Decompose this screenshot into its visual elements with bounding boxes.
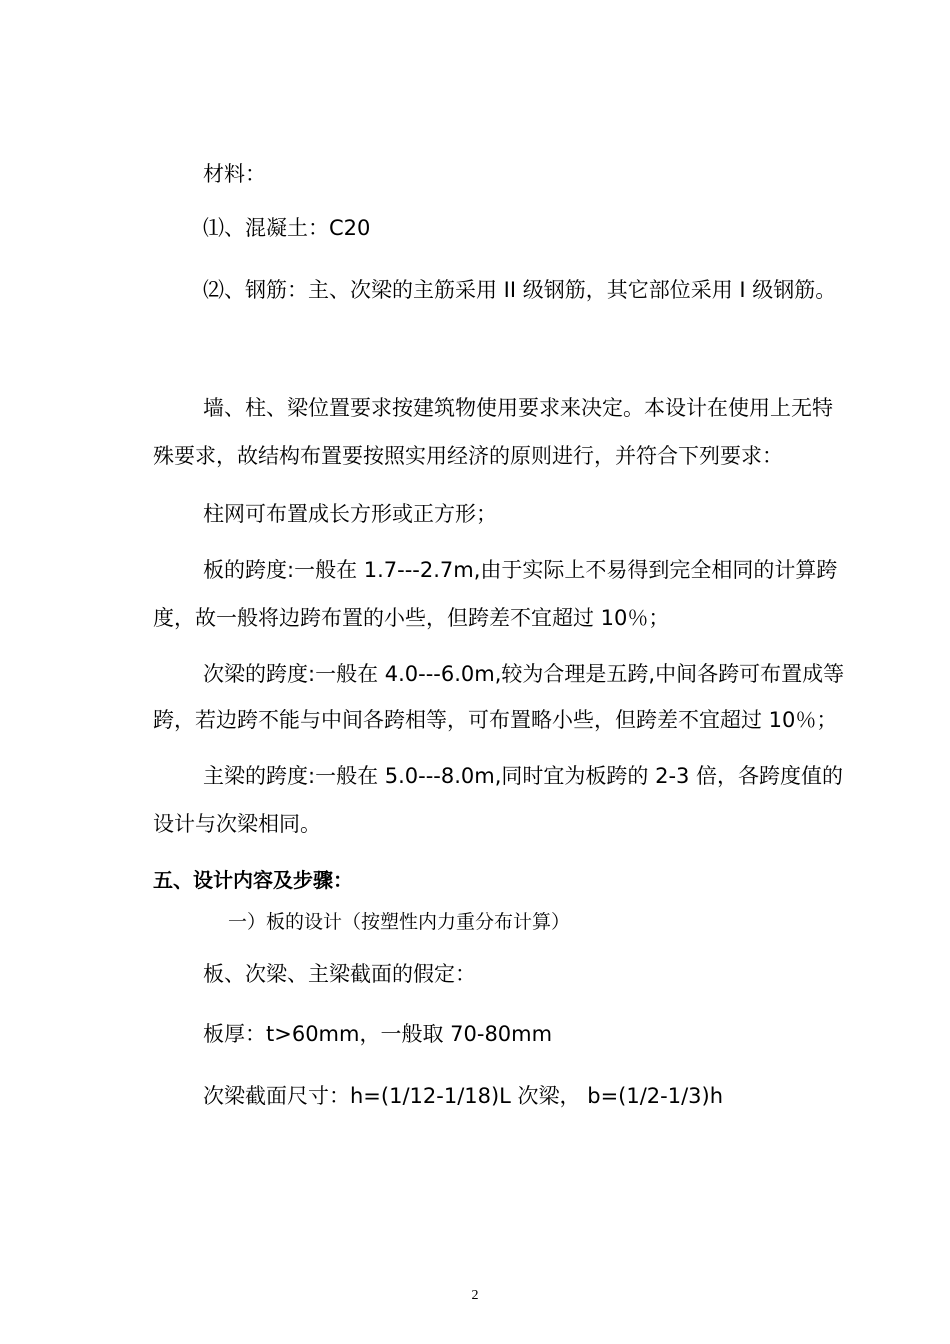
- layout-para1-line2: 殊要求，故结构布置要按照实用经济的原则进行，并符合下列要求：: [153, 444, 783, 468]
- layout-para5-line1: 主梁的跨度:一般在 5.0---8.0m,同时宜为板跨的 2-3 倍，各跨度值的: [203, 764, 844, 788]
- secondary-beam-size: 次梁截面尺寸：h=(1/12-1/18)L 次梁， b=(1/2-1/3)h: [203, 1084, 724, 1108]
- section-assumption: 板、次梁、主梁截面的假定：: [203, 962, 476, 986]
- section-heading: 五、设计内容及步骤：: [153, 868, 353, 892]
- layout-para4-line1: 次梁的跨度:一般在 4.0---6.0m,较为合理是五跨,中间各跨可布置成等: [203, 662, 845, 686]
- slab-thickness: 板厚：t>60mm，一般取 70-80mm: [203, 1022, 553, 1046]
- layout-para3-line2: 度，故一般将边跨布置的小些，但跨差不宜超过 10％；: [153, 606, 670, 630]
- layout-para3-line1: 板的跨度:一般在 1.7---2.7m,由于实际上不易得到完全相同的计算跨: [203, 558, 838, 582]
- page-number: 2: [471, 1288, 479, 1303]
- layout-para1-line1: 墙、柱、梁位置要求按建筑物使用要求来决定。本设计在使用上无特: [203, 396, 833, 420]
- materials-item-steel: ⑵、钢筋：主、次梁的主筋采用 II 级钢筋，其它部位采用 I 级钢筋。: [203, 278, 837, 302]
- materials-title: 材料：: [203, 162, 266, 186]
- layout-para2: 柱网可布置成长方形或正方形；: [203, 502, 497, 526]
- materials-item-concrete: ⑴、混凝土：C20: [203, 216, 371, 240]
- section-subheading: 一）板的设计（按塑性内力重分布计算）: [228, 911, 571, 933]
- layout-para4-line2: 跨，若边跨不能与中间各跨相等，可布置略小些，但跨差不宜超过 10％；: [153, 708, 838, 732]
- layout-para5-line2: 设计与次梁相同。: [153, 812, 321, 836]
